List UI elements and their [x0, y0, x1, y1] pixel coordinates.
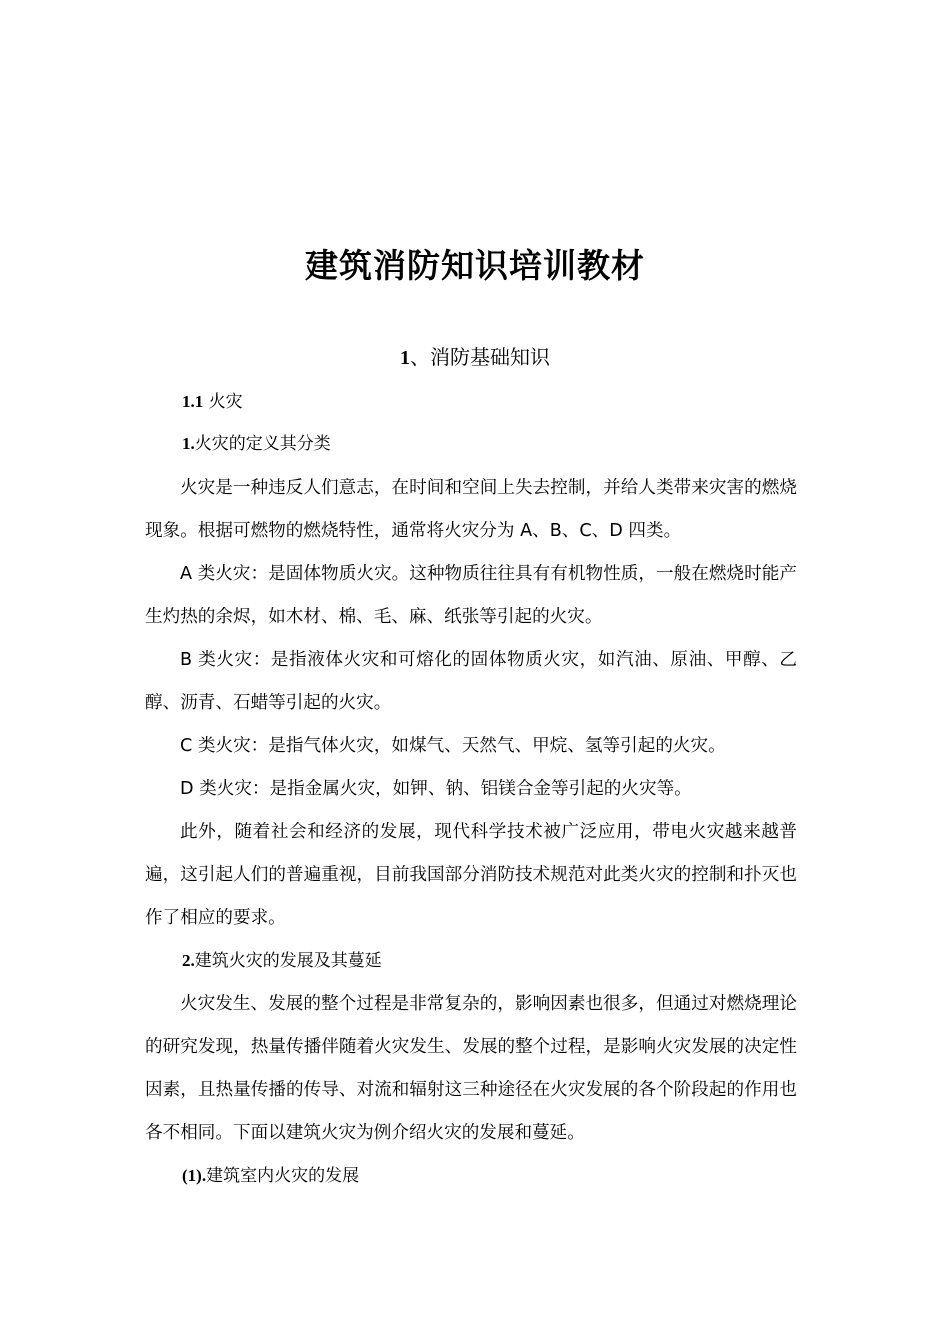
subsection-heading-2-1 — [182, 1163, 359, 1189]
subsection-heading-1 — [182, 431, 331, 457]
subsection-title: 建筑火灾的发展及其蔓延 — [194, 951, 382, 971]
subsection-number: 1.1 — [182, 392, 204, 411]
subsection-title: 火灾 — [208, 392, 243, 412]
section-title: 、消防基础知识 — [410, 345, 550, 369]
subsection-title: 火灾的定义其分类 — [194, 434, 331, 454]
paragraph-class-c: C 类火灾：是指气体火灾，如煤气、天然气、甲烷、氢等引起的火灾。 — [180, 736, 726, 756]
paragraph-fire-spread: 火灾发生、发展的整个过程是非常复杂的，影响因素也很多，但通过对燃烧理论的研究发现，热量传播伴随着火灾发生、发展的整个过程，是影响火灾发展的决定性因素，且热量传播的传导、对流和辐射这三种途径在火灾发展的各个阶段起的作用也各不相同。下面以建筑火灾为例介绍火灾的发展和蔓延。 — [145, 994, 797, 1143]
subsection-number: 1. — [182, 434, 195, 453]
paragraph-class-a: A 类火灾：是固体物质火灾。这种物质往往具有有机物性质，一般在燃烧时能产生灼热的余烬，如木材、棉、毛、麻、纸张等引起的火灾。 — [145, 564, 797, 627]
subsection-number: 2. — [182, 951, 195, 970]
document-title: 建筑消防知识培训教材 — [305, 246, 645, 285]
paragraph-fire-definition: 火灾是一种违反人们意志，在时间和空间上失去控制，并给人类带来灾害的燃烧现象。根据可燃物的燃烧特性，通常将火灾分为 A、B、C、D 四类。 — [145, 478, 797, 541]
section-number: 1 — [400, 347, 410, 369]
paragraph-class-d: D 类火灾：是指金属火灾，如钾、钠、铝镁合金等引起的火灾等。 — [180, 779, 692, 799]
subsection-number: (1). — [182, 1166, 207, 1185]
subsection-heading-1-1 — [182, 389, 243, 415]
paragraph-electrical-fire: 此外，随着社会和经济的发展，现代科学技术被广泛应用，带电火灾越来越普遍，这引起人们的普遍重视，目前我国部分消防技术规范对此类火灾的控制和扑灭也作了相应的要求。 — [145, 822, 797, 928]
subsection-heading-2 — [182, 948, 382, 974]
section-heading-1 — [0, 342, 950, 373]
paragraph-class-b: B 类火灾：是指液体火灾和可熔化的固体物质火灾，如汽油、原油、甲醇、乙醇、沥青、石蜡等引起的火灾。 — [145, 650, 797, 713]
subsection-title: 建筑室内火灾的发展 — [206, 1166, 360, 1186]
